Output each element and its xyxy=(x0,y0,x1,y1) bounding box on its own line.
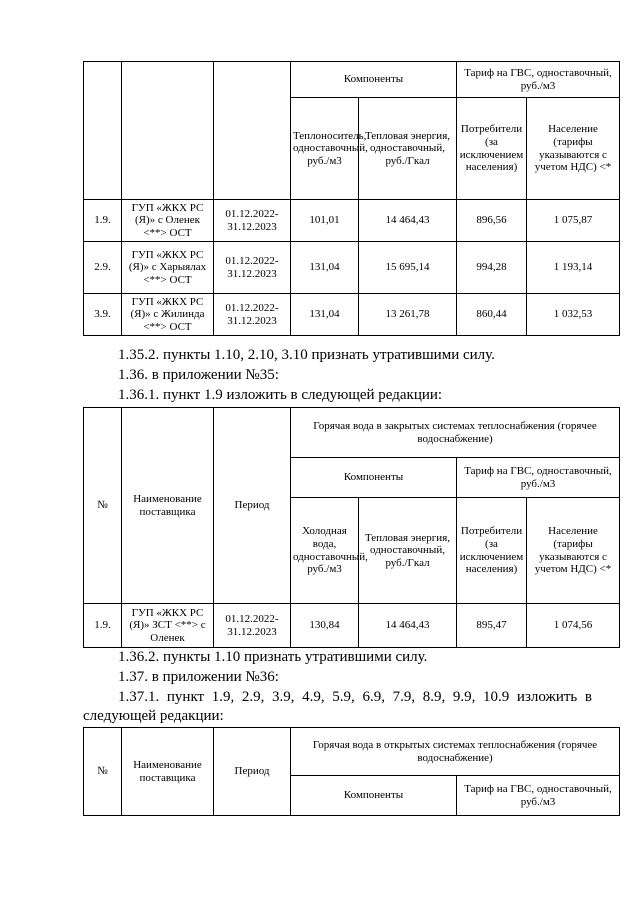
row-period: 01.12.2022-31.12.2023 xyxy=(214,294,291,336)
period-header-cell xyxy=(214,62,291,200)
row-number: 2.9. xyxy=(84,242,122,294)
carrier-header: Теплоноситель, одноставочный, руб./м3 xyxy=(291,98,359,200)
consumers-header: Потребители (за исключением населения) xyxy=(457,98,527,200)
open-systems-title: Горячая вода в открытых системах теплоснабжения (горячее водоснабжение) xyxy=(291,728,620,776)
supplier-header-cell xyxy=(122,62,214,200)
row-carrier-value: 131,04 xyxy=(291,294,359,336)
table-row xyxy=(84,294,620,336)
paragraph-1-36: 1.36. в приложении №35: xyxy=(118,367,279,383)
heat-energy-header: Тепловая энергия, одноставочный, руб./Гкал xyxy=(359,98,457,200)
row-number: 1.9. xyxy=(84,604,122,648)
paragraph-1-37: 1.37. в приложении №36: xyxy=(118,669,279,685)
table-row xyxy=(84,242,620,294)
table-row xyxy=(84,200,620,242)
heat-energy-header: Тепловая энергия, одноставочный, руб./Гкал xyxy=(359,498,457,604)
components-header: Компоненты xyxy=(291,62,457,98)
paragraph-1-37-1-continued: следующей редакции: xyxy=(83,708,224,724)
row-number: 3.9. xyxy=(84,294,122,336)
population-header: Население (тарифы указываются с учетом НДС) <* xyxy=(527,498,620,604)
row-period: 01.12.2022-31.12.2023 xyxy=(214,604,291,648)
paragraph-1-36-2: 1.36.2. пункты 1.10 признать утратившими силу. xyxy=(118,649,428,665)
row-number: 1.9. xyxy=(84,200,122,242)
num-header-cell xyxy=(84,62,122,200)
tariff-table-2 xyxy=(83,407,620,648)
period-header: Период xyxy=(214,728,291,816)
closed-systems-title: Горячая вода в закрытых системах теплоснабжения (горячее водоснабжение) xyxy=(291,408,620,458)
row-consumers-value: 860,44 xyxy=(457,294,527,336)
row-consumers-value: 896,56 xyxy=(457,200,527,242)
paragraph-1-35-2: 1.35.2. пункты 1.10, 2.10, 3.10 признать утратившими силу. xyxy=(118,347,495,363)
consumers-header: Потребители (за исключением населения) xyxy=(457,498,527,604)
tariff-header: Тариф на ГВС, одноставочный, руб./м3 xyxy=(457,776,620,816)
row-heat-value: 13 261,78 xyxy=(359,294,457,336)
tariff-table-3 xyxy=(83,727,620,816)
supplier-header: Наименование поставщика xyxy=(122,728,214,816)
supplier-header: Наименование поставщика xyxy=(122,408,214,604)
row-carrier-value: 101,01 xyxy=(291,200,359,242)
row-period: 01.12.2022-31.12.2023 xyxy=(214,242,291,294)
row-supplier: ГУП «ЖКХ РС (Я)» ЗСТ <**> с Оленек xyxy=(122,604,214,648)
tariff-table-1 xyxy=(83,61,620,336)
row-supplier: ГУП «ЖКХ РС (Я)» с Жилинда <**> ОСТ xyxy=(122,294,214,336)
paragraph-1-36-1: 1.36.1. пункт 1.9 изложить в следующей редакции: xyxy=(118,387,443,403)
row-consumers-value: 994,28 xyxy=(457,242,527,294)
row-consumers-value: 895,47 xyxy=(457,604,527,648)
population-header: Население (тарифы указываются с учетом НДС) <* xyxy=(527,98,620,200)
row-population-value: 1 075,87 xyxy=(527,200,620,242)
row-supplier: ГУП «ЖКХ РС (Я)» с Оленек <**> ОСТ xyxy=(122,200,214,242)
row-heat-value: 14 464,43 xyxy=(359,604,457,648)
row-period: 01.12.2022-31.12.2023 xyxy=(214,200,291,242)
components-header: Компоненты xyxy=(291,776,457,816)
period-header: Период xyxy=(214,408,291,604)
row-population-value: 1 193,14 xyxy=(527,242,620,294)
row-population-value: 1 074,56 xyxy=(527,604,620,648)
row-heat-value: 15 695,14 xyxy=(359,242,457,294)
tariff-header: Тариф на ГВС, одноставочный, руб./м3 xyxy=(457,458,620,498)
row-carrier-value: 131,04 xyxy=(291,242,359,294)
num-header: № xyxy=(84,728,122,816)
row-population-value: 1 032,53 xyxy=(527,294,620,336)
num-header: № xyxy=(84,408,122,604)
cold-water-header: Холодная вода, одноставочный, руб./м3 xyxy=(291,498,359,604)
row-heat-value: 14 464,43 xyxy=(359,200,457,242)
row-supplier: ГУП «ЖКХ РС (Я)» с Харыялах <**> ОСТ xyxy=(122,242,214,294)
table-row xyxy=(84,604,620,648)
row-cold-water-value: 130,84 xyxy=(291,604,359,648)
paragraph-1-37-1: 1.37.1. пункт 1.9, 2.9, 3.9, 4.9, 5.9, 6.9, 7.9, 8.9, 9.9, 10.9 изложить в xyxy=(118,689,592,705)
tariff-header: Тариф на ГВС, одноставочный, руб./м3 xyxy=(457,62,620,98)
components-header: Компоненты xyxy=(291,458,457,498)
